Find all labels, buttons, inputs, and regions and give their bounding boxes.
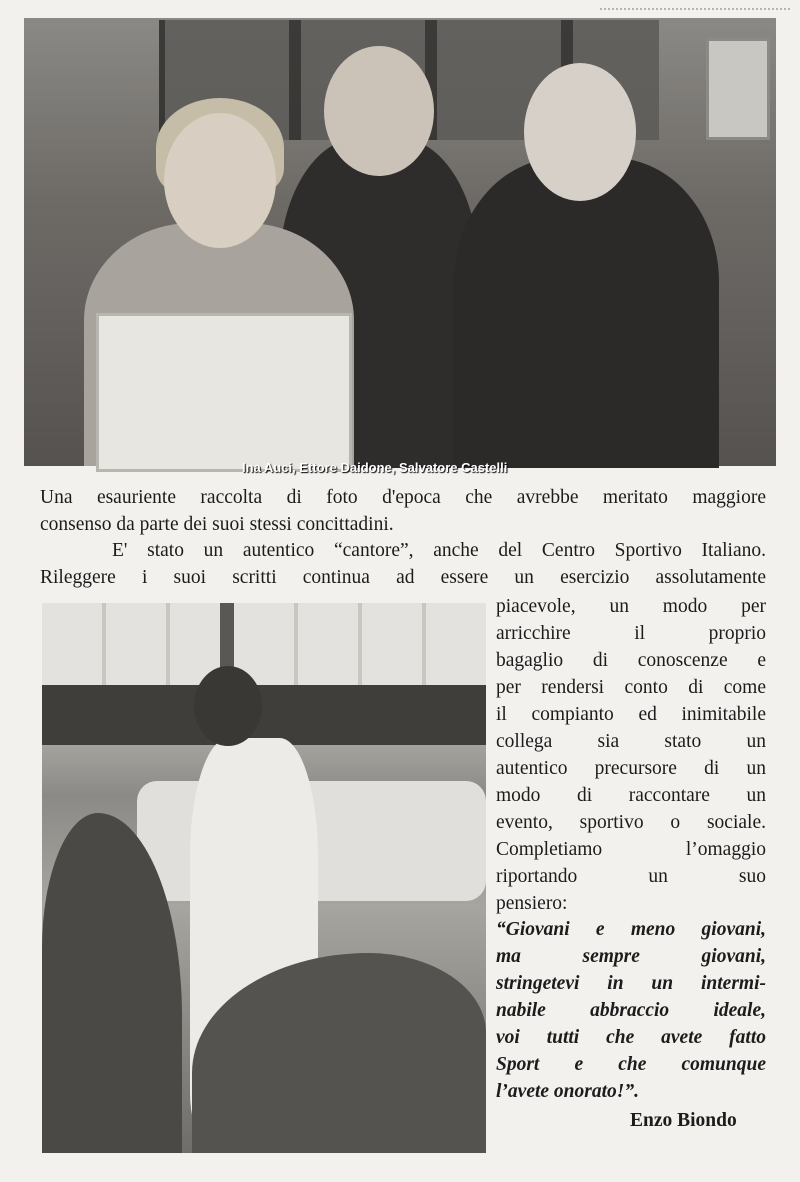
man-right-head bbox=[524, 63, 636, 201]
paragraph-1-line-1: Una esauriente raccolta di foto d'epoca che avrebbe meritato maggiore bbox=[40, 487, 766, 508]
paragraph-2-line-2: Rileggere i suoi scritti continua ad essere un esercizio assolutamente bbox=[40, 567, 766, 588]
column-line: collega sia stato un bbox=[496, 731, 766, 752]
quote-line: l’avete onorato!”. bbox=[496, 1081, 639, 1102]
column-line: il compianto ed inimitabile bbox=[496, 704, 766, 725]
woman-head bbox=[164, 113, 276, 248]
column-line: autentico precursore di un bbox=[496, 758, 766, 779]
quote-line: stringetevi in un intermi- bbox=[496, 973, 766, 994]
column-line: evento, sportivo o sociale. bbox=[496, 812, 766, 833]
column-line: riportando un suo bbox=[496, 866, 766, 887]
photo-caption: Ina Auci, Ettore Daidone, Salvatore Castelli bbox=[242, 460, 508, 475]
column-line: Completiamo l’omaggio bbox=[496, 839, 766, 860]
dotted-rule bbox=[600, 8, 790, 10]
wall-frame bbox=[706, 38, 770, 140]
paragraph-2-line-1-text: E' stato un autentico “cantore”, anche del Centro Sportivo Italiano. bbox=[112, 540, 766, 561]
man-head bbox=[194, 666, 262, 746]
column-line: bagaglio di conoscenze e bbox=[496, 650, 766, 671]
diploma-frame bbox=[96, 313, 352, 472]
column-line: arricchire il proprio bbox=[496, 623, 766, 644]
quote-line: Sport e che comunque bbox=[496, 1054, 766, 1075]
quote-line: nabile abbraccio ideale, bbox=[496, 1000, 766, 1021]
man-right-figure bbox=[454, 158, 719, 468]
paragraph-2-line-1 bbox=[40, 537, 766, 564]
quote-line: “Giovani e meno giovani, bbox=[496, 919, 766, 940]
column-text bbox=[496, 593, 766, 917]
paragraph-1 bbox=[40, 484, 766, 538]
quote bbox=[496, 916, 766, 1105]
award-photo bbox=[24, 18, 776, 475]
athlete-photo bbox=[42, 603, 486, 1153]
column-line: piacevole, un modo per bbox=[496, 596, 766, 617]
quote-line: ma sempre giovani, bbox=[496, 946, 766, 967]
author-signature: Enzo Biondo bbox=[630, 1110, 737, 1131]
hedge bbox=[42, 685, 486, 745]
column-line: pensiero: bbox=[496, 893, 568, 914]
paragraph-1-line-2: consenso da parte dei suoi stessi concittadini. bbox=[40, 514, 394, 535]
column-line: modo di raccontare un bbox=[496, 785, 766, 806]
quote-line: voi tutti che avete fatto bbox=[496, 1027, 766, 1048]
column-line: per rendersi conto di come bbox=[496, 677, 766, 698]
man-center-head bbox=[324, 46, 434, 176]
paragraph-2 bbox=[40, 537, 766, 591]
